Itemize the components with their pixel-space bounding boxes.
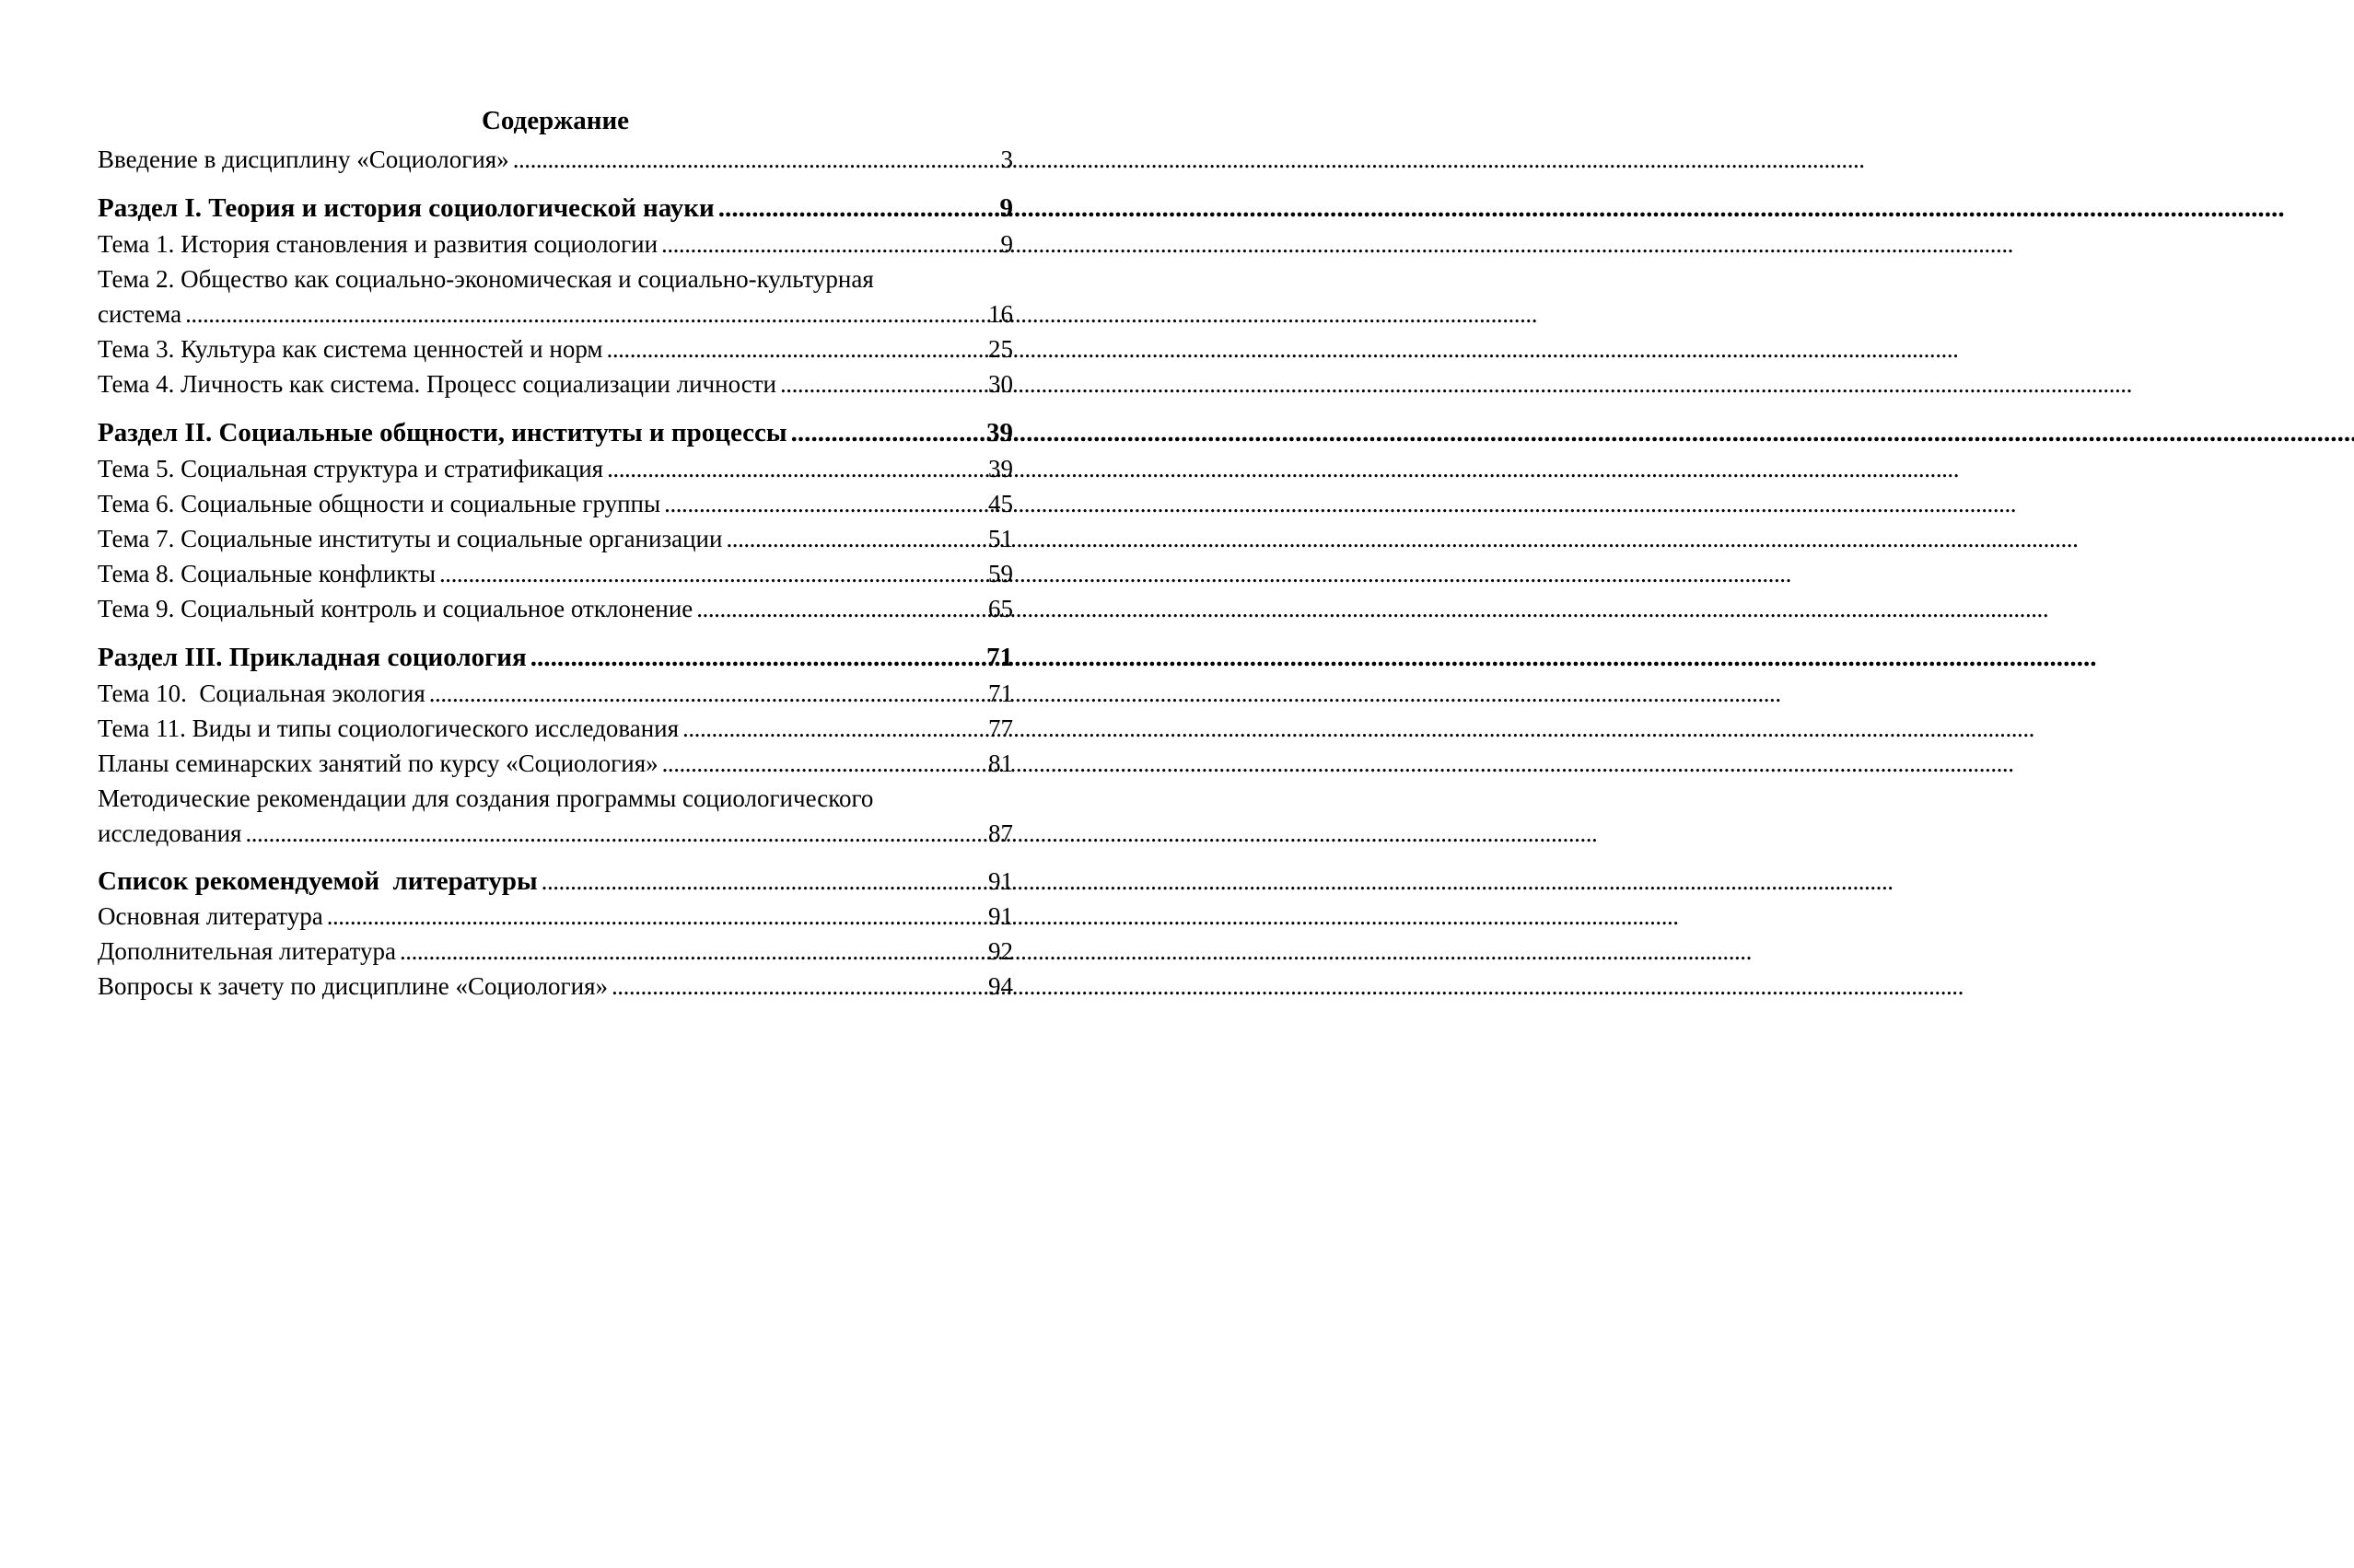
toc-entry-page: 9 — [1000, 230, 1013, 258]
toc-entry-introduction[interactable] — [98, 142, 1013, 177]
toc-entry-topic-2[interactable] — [98, 261, 1013, 331]
toc-entry-label: Тема 5. Социальная структура и стратификация — [98, 455, 604, 482]
toc-entry-page: 3 — [1000, 145, 1013, 173]
toc-entry-label: Тема 7. Социальные институты и социальные организации — [98, 525, 723, 552]
dot-leader — [542, 864, 985, 899]
toc-entry-label-line1: Тема 2. Общество как социально-экономическая и социально-культурная — [98, 265, 874, 293]
dot-leader — [607, 331, 985, 366]
toc-section-page: 91 — [988, 867, 1013, 895]
toc-entry-page: 87 — [988, 819, 1013, 847]
toc-entry-topic-6[interactable] — [98, 486, 1013, 521]
dot-leader — [327, 899, 985, 934]
toc-entry-page: 77 — [988, 714, 1013, 742]
toc-section-literature[interactable] — [98, 864, 1013, 899]
toc-entry-page: 30 — [988, 370, 1013, 398]
dot-leader — [661, 226, 996, 261]
toc-entry-page: 25 — [988, 335, 1013, 363]
toc-entry-page: 39 — [988, 455, 1013, 482]
toc-entry-label: Тема 10. Социальная экология — [98, 679, 425, 707]
dot-leader — [791, 414, 983, 451]
toc-entry-page: 92 — [988, 937, 1013, 965]
toc-entry-page: 59 — [988, 560, 1013, 587]
toc-entry-additional-literature[interactable] — [98, 934, 1013, 969]
toc-entry-topic-4[interactable] — [98, 366, 1013, 401]
toc-entry-label: Тема 6. Социальные общности и социальные группы — [98, 490, 661, 517]
dot-leader — [400, 934, 985, 969]
toc-entry-topic-1[interactable] — [98, 226, 1013, 261]
toc-entry-page: 65 — [988, 595, 1013, 622]
dot-leader — [245, 816, 985, 851]
toc-entry-main-literature[interactable] — [98, 899, 1013, 934]
toc-entry-label: Тема 4. Личность как система. Процесс социализации личности — [98, 370, 776, 398]
toc-entry-label: Дополнительная литература — [98, 937, 396, 965]
toc-section-2[interactable] — [98, 414, 1013, 451]
toc-entry-methodical-recommendations[interactable] — [98, 781, 1013, 851]
dot-leader — [429, 676, 985, 711]
dot-leader — [780, 366, 985, 401]
toc-section-3[interactable] — [98, 639, 1013, 676]
toc-entry-page: 16 — [988, 300, 1013, 328]
toc-entry-label: Тема 9. Социальный контроль и социальное отклонение — [98, 595, 693, 622]
page-title: Содержание — [481, 106, 630, 135]
toc-section-label: Раздел II. Социальные общности, институты и процессы — [98, 418, 787, 447]
toc-entry-label: Тема 1. История становления и развития социологии — [98, 230, 658, 258]
toc-entry-seminar-plans[interactable] — [98, 746, 1013, 781]
dot-leader — [696, 591, 985, 626]
toc-entry-page: 71 — [988, 679, 1013, 707]
toc-section-page: 9 — [999, 193, 1013, 223]
toc-section-page: 71 — [986, 643, 1013, 672]
toc-entry-topic-8[interactable] — [98, 556, 1013, 591]
toc-entry-page: 91 — [988, 902, 1013, 930]
toc-section-label: Раздел I. Теория и история социологической науки — [98, 193, 715, 223]
toc-entry-label: Планы семинарских занятий по курсу «Социология» — [98, 749, 658, 777]
toc-section-label: Список рекомендуемой литературы — [98, 866, 538, 896]
toc-section-page: 39 — [986, 418, 1013, 447]
toc-list — [98, 142, 1013, 1004]
dot-leader — [662, 746, 985, 781]
toc-entry-label: Вопросы к зачету по дисциплине «Социология» — [98, 972, 608, 1000]
toc-entry-label: Тема 11. Виды и типы социологического исследования — [98, 714, 680, 742]
toc-entry-label: Основная литература — [98, 902, 323, 930]
toc-entry-page: 45 — [988, 490, 1013, 517]
toc-entry-page: 51 — [988, 525, 1013, 552]
dot-leader — [664, 486, 985, 521]
toc-entry-exam-questions[interactable] — [98, 969, 1013, 1004]
toc-section-1[interactable] — [98, 190, 1013, 226]
dot-leader — [612, 969, 985, 1004]
dot-leader — [439, 556, 985, 591]
toc-entry-topic-11[interactable] — [98, 711, 1013, 746]
toc-entry-label-line1: Методические рекомендации для создания программы социологического — [98, 784, 874, 812]
toc-section-label: Раздел III. Прикладная социология — [98, 643, 527, 672]
toc-entry-label-line2: система — [98, 300, 182, 328]
toc-entry-label-line2: исследования — [98, 819, 242, 847]
dot-leader — [726, 521, 985, 556]
dot-leader — [607, 451, 985, 486]
dot-leader — [185, 296, 985, 331]
dot-leader — [530, 639, 983, 676]
toc-entry-topic-5[interactable] — [98, 451, 1013, 486]
table-of-contents-page — [98, 101, 1013, 1004]
dot-leader — [718, 190, 996, 226]
dot-leader — [513, 142, 997, 177]
toc-entry-label: Тема 3. Культура как система ценностей и норм — [98, 335, 603, 363]
toc-entry-topic-10[interactable] — [98, 676, 1013, 711]
toc-entry-page: 94 — [988, 972, 1013, 1000]
toc-entry-topic-7[interactable] — [98, 521, 1013, 556]
dot-leader — [682, 711, 985, 746]
toc-entry-label: Тема 8. Социальные конфликты — [98, 560, 436, 587]
toc-entry-topic-9[interactable] — [98, 591, 1013, 626]
toc-entry-topic-3[interactable] — [98, 331, 1013, 366]
toc-entry-label: Введение в дисциплину «Социология» — [98, 145, 509, 173]
toc-entry-page: 81 — [988, 749, 1013, 777]
